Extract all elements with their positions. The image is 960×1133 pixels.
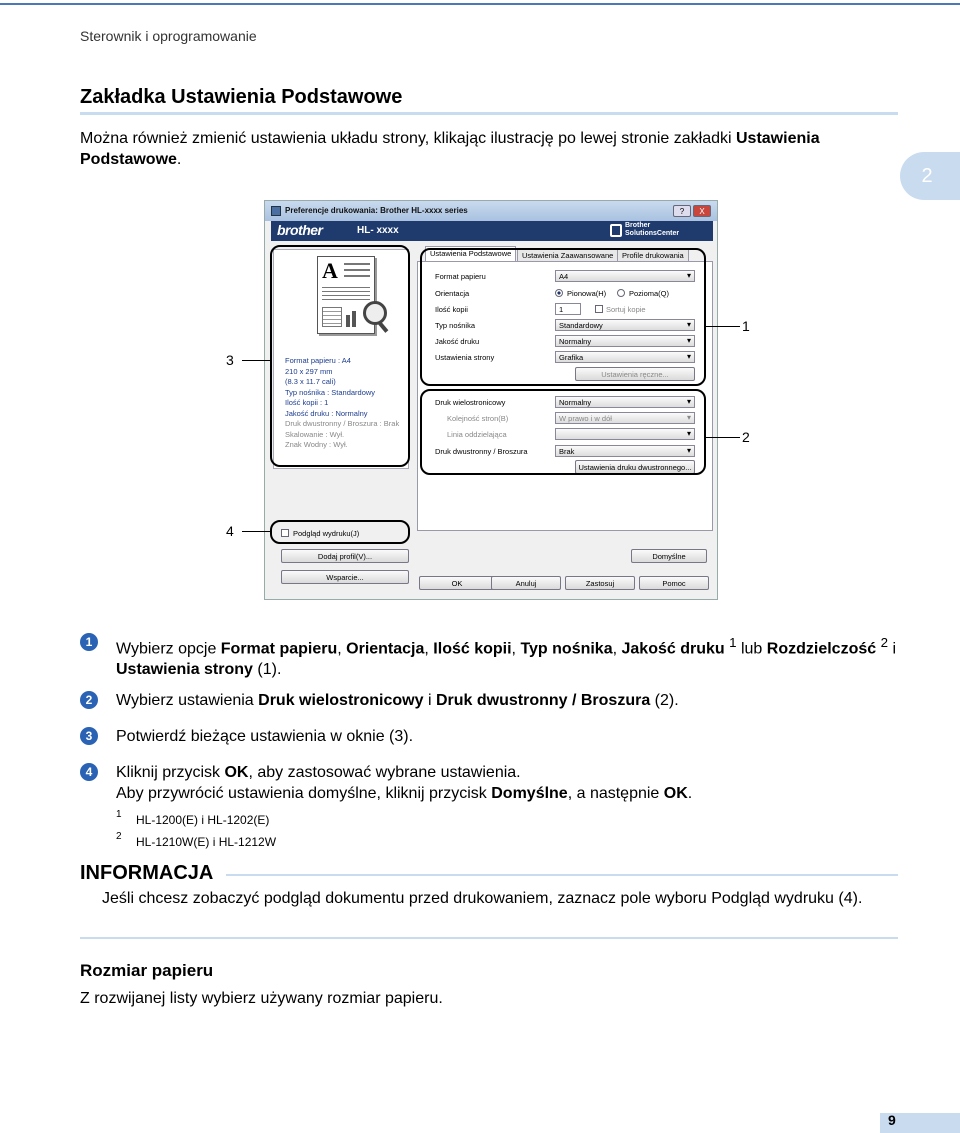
note-rule <box>226 874 898 876</box>
subsection-title: Rozmiar papieru <box>80 961 214 980</box>
close-title-button[interactable]: X <box>693 205 711 217</box>
help-title-button[interactable]: ? <box>673 205 691 217</box>
callout-leader-2 <box>706 437 740 438</box>
summary-media: Typ nośnika : Standardowy <box>285 387 376 397</box>
tab-advanced[interactable]: Ustawienia Zaawansowane <box>517 248 618 262</box>
section-title: Zakładka Ustawienia Podstawowe <box>80 86 403 108</box>
intro-paragraph: Można również zmienić ustawienia układu strony, klikając ilustrację po lewej stronie zakładki Ustawienia Podstawowe. <box>80 130 820 168</box>
solutions-center-link[interactable]: Brother SolutionsCenter <box>625 222 680 237</box>
summary-size-in: (8.3 x 11.7 cali) <box>285 377 336 386</box>
step-text: Kliknij przycisk OK, aby zastosować wybrane ustawienia. Aby przywrócić ustawienia domyślne, kliknij przycisk Domyślne, a następnie OK. <box>116 764 693 802</box>
print-preview-label: Podgląd wydruku(J) <box>293 529 360 538</box>
page-settings-select[interactable]: Grafika ▾ <box>555 351 695 363</box>
tab-profiles[interactable]: Profile drukowania <box>617 248 689 262</box>
tab-basic[interactable]: Ustawienia Podstawowe <box>425 246 516 262</box>
callout-number-2: 2 <box>742 429 750 445</box>
copies-spinner[interactable]: 1 <box>555 303 581 315</box>
note-text: Jeśli chcesz zobaczyć podgląd dokumentu przed drukowaniem, zaznacz pole wyboru Podgląd wydruku (4). <box>102 890 863 907</box>
step-text: Wybierz ustawienia Druk wielostronicowy i Druk dwustronny / Broszura (2). <box>116 692 679 709</box>
page-number: 9 <box>888 1112 896 1128</box>
apply-button[interactable]: Zastosuj <box>565 576 635 590</box>
step-text: Potwierdź bieżące ustawienia w oknie (3). <box>116 728 414 745</box>
summary-duplex: Druk dwustronny / Broszura : Brak <box>285 419 400 428</box>
duplex-settings-button[interactable]: Ustawienia druku dwustronnego... <box>575 460 695 474</box>
help-button[interactable]: Pomoc <box>639 576 709 590</box>
media-label: Typ nośnika <box>435 321 476 330</box>
note-bottom-rule <box>80 937 898 939</box>
orientation-label: Orientacja <box>435 289 470 298</box>
add-profile-button[interactable]: Dodaj profil(V)... <box>281 549 409 563</box>
preview-letter: A <box>322 258 338 283</box>
step-text: Wybierz opcje Format papieru, Orientacja, Ilość kopii, Typ nośnika, Jakość druku $^1$ lub Rozdzielczość $^2$ i Ustawienia strony (1). <box>116 635 897 679</box>
summary-size-mm: 210 x 297 mm <box>285 366 333 376</box>
step-3 <box>80 726 910 748</box>
summary-quality: Jakość druku : Normalny <box>285 408 368 418</box>
ok-button[interactable]: OK <box>419 576 495 590</box>
footnote-2-number: 2 <box>116 831 122 842</box>
callout-leader-1 <box>706 326 740 327</box>
step-2 <box>80 690 910 712</box>
manual-settings-button[interactable]: Ustawienia ręczne... <box>575 367 695 381</box>
footnote-2-text: HL-1210W(E) i HL-1212W <box>136 835 277 849</box>
brother-logo: brother <box>277 222 323 238</box>
page-settings-label: Ustawienia strony <box>435 353 495 362</box>
media-select[interactable]: Standardowy ▾ <box>555 319 695 331</box>
callout-oval-3 <box>270 245 410 467</box>
duplex-select[interactable]: Brak ▾ <box>555 445 695 457</box>
multi-page-select[interactable]: Normalny ▾ <box>555 396 695 408</box>
step-number: 3 <box>80 727 98 745</box>
callout-number-1: 1 <box>742 318 750 334</box>
top-rule <box>0 3 960 5</box>
subsection-text: Z rozwijanej listy wybierz używany rozmiar papieru. <box>80 990 443 1007</box>
collate-label: Sortuj kopie <box>606 305 646 314</box>
step-number: 4 <box>80 763 98 781</box>
portrait-label: Pionowa(H) <box>567 289 607 298</box>
step-number: 1 <box>80 633 98 651</box>
page-order-label: Kolejność stron(B) <box>447 414 509 423</box>
solutions-center-icon[interactable] <box>610 224 622 237</box>
callout-oval-1 <box>420 248 706 386</box>
callout-leader-3 <box>242 360 270 361</box>
paper-size-select[interactable]: A4 ▾ <box>555 270 695 282</box>
step-1 <box>80 632 910 679</box>
default-button[interactable]: Domyślne <box>631 549 707 563</box>
callout-oval-4 <box>270 520 410 544</box>
cancel-button[interactable]: Anuluj <box>491 576 561 590</box>
step-number: 2 <box>80 691 98 709</box>
note-title: INFORMACJA <box>80 862 214 884</box>
paper-size-label: Format papieru <box>435 272 486 281</box>
summary-copies: Ilość kopii : 1 <box>285 398 329 407</box>
footnote-1-number: 1 <box>116 809 122 820</box>
duplex-label: Druk dwustronny / Broszura <box>435 447 528 456</box>
dialog-title: Preferencje drukowania: Brother HL-xxxx series <box>265 201 718 221</box>
summary-scaling: Skalowanie : Wył. <box>285 429 345 439</box>
footnote-1-text: HL-1200(E) i HL-1202(E) <box>136 813 270 827</box>
quality-label: Jakość druku <box>435 337 480 346</box>
quality-select[interactable]: Normalny ▾ <box>555 335 695 347</box>
landscape-label: Pozioma(Q) <box>629 289 670 298</box>
printer-icon <box>271 206 281 216</box>
summary-paper: Format papieru : A4 <box>285 356 351 365</box>
multi-page-label: Druk wielostronicowy <box>435 398 506 407</box>
chapter-tab: 2 <box>900 152 960 200</box>
copies-label: Ilość kopii <box>435 305 468 314</box>
callout-number-3: 3 <box>226 352 234 368</box>
callout-number-4: 4 <box>226 523 234 539</box>
step-4 <box>80 762 910 806</box>
callout-leader-4 <box>242 531 270 532</box>
model-name: HL- xxxx <box>357 225 399 236</box>
summary-watermark: Znak Wodny : Wył. <box>285 440 348 449</box>
title-rule <box>80 112 898 115</box>
border-label: Linia oddzielająca <box>447 430 507 439</box>
support-button[interactable]: Wsparcie... <box>281 570 409 584</box>
page-order-select[interactable]: W prawo i w dół ▾ <box>555 412 695 424</box>
callout-oval-2 <box>420 389 706 475</box>
running-header: Sterownik i oprogramowanie <box>80 28 257 44</box>
